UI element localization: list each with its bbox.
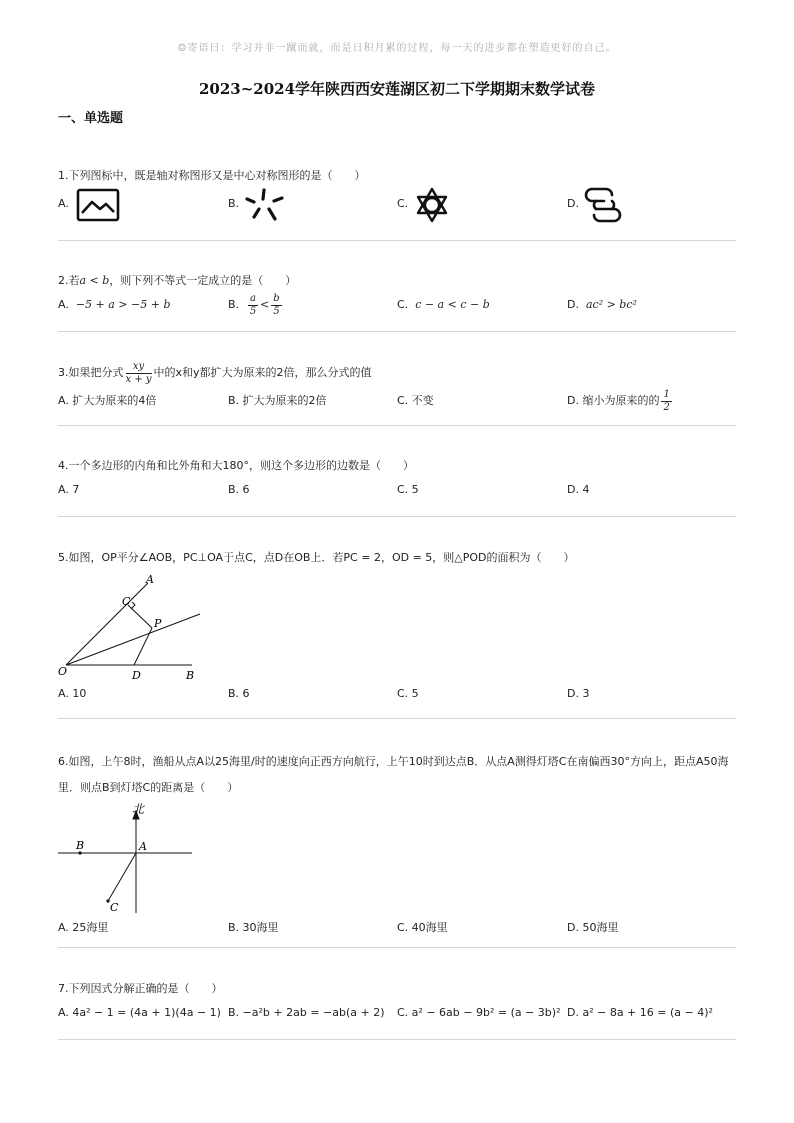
label-B: B — [186, 669, 195, 679]
q3-option-d: D. 缩小为原来的的 $\frac{1}{2}$ — [567, 388, 670, 413]
q4-option-a: A. 7 — [58, 483, 80, 496]
exam-title: 2023~2024学年陕西西安莲湖区初二下学期期末数学试卷 — [198, 80, 596, 98]
question-2 — [58, 270, 738, 322]
q1-option-a-label: A. — [58, 197, 69, 210]
angle-bisector-figure — [58, 569, 208, 679]
label-O: O — [58, 665, 68, 678]
q6-option-d: D. 50海里 — [567, 921, 619, 934]
q4-option-d: D. 4 — [567, 483, 590, 496]
link-chain-icon — [582, 187, 626, 223]
question-1-stem: 1.下列图标中，既是轴对称图形又是中心对称图形的是（ ） — [58, 169, 366, 182]
q7-option-b: B. −a²b + 2ab = −ab(a + 2) — [228, 1006, 385, 1019]
question-7-stem: 7.下列因式分解正确的是（ ） — [58, 982, 223, 995]
divider — [58, 240, 736, 241]
label-north: 北 — [132, 803, 145, 816]
q5-option-b: B. 6 — [228, 687, 250, 700]
q6-option-b: B. 30海里 — [228, 921, 279, 934]
label-B: B — [76, 839, 85, 852]
q5-option-a: A. 10 — [58, 687, 87, 700]
section-heading: 一、单选题 — [58, 111, 124, 126]
question-4-stem: 4.一个多边形的内角和比外角和大180°，则这个多边形的边数是（ ） — [58, 459, 414, 472]
label-C: C — [122, 595, 131, 608]
label-P: P — [154, 617, 162, 630]
q5-option-c: C. 5 — [397, 687, 419, 700]
q7-option-d: D. a² − 8a + 16 = (a − 4)² — [567, 1006, 713, 1019]
q3-option-b: B. 扩大为原来的2倍 — [228, 394, 327, 407]
hexagram-ring-icon — [412, 187, 452, 223]
q3-option-a: A. 扩大为原来的4倍 — [58, 394, 157, 407]
divider — [58, 718, 736, 719]
q3-option-c: C. 不变 — [397, 394, 434, 407]
divider — [58, 425, 736, 426]
question-5 — [58, 547, 738, 707]
question-1 — [58, 165, 738, 223]
q4-option-b: B. 6 — [228, 483, 250, 496]
question-2-stem: 2.若a < b，则下列不等式一定成立的是（ ） — [58, 274, 297, 287]
label-C: C — [110, 901, 119, 914]
q1-option-d-label: D. — [567, 197, 579, 210]
q2-option-d: D. ac² > bc² — [567, 298, 637, 311]
question-5-stem: 5.如图，OP平分∠AOB，PC⊥OA于点C，点D在OB上．若PC = 2，OD = 5，则△POD的面积为（ ） — [58, 551, 575, 564]
q6-option-c: C. 40海里 — [397, 921, 448, 934]
q2-option-c: C. c − a < c − b — [397, 298, 490, 311]
image-icon — [76, 187, 120, 223]
q2-option-a: A. −5 + a > −5 + b — [58, 298, 171, 311]
question-3 — [58, 358, 738, 418]
header-motto: ☺寄语曰：学习并非一蹴而就，而是日积月累的过程，每一天的进步都在塑造更好的自己。 — [177, 43, 617, 54]
q7-option-a: A. 4a² − 1 = (4a + 1)(4a − 1) — [58, 1006, 221, 1019]
q1-option-b-label: B. — [228, 197, 240, 210]
q7-option-c: C. a² − 6ab − 9b² = (a − 3b)² — [397, 1006, 561, 1019]
question-7 — [58, 978, 738, 1030]
direction-figure — [58, 803, 198, 915]
question-3-stem: 3.如果把分式 $\frac{xy}{x + y}$ 中的x和y都扩大为原来的2倍，那么分式的值 — [58, 360, 372, 385]
divider — [58, 1039, 736, 1040]
label-A: A — [146, 573, 154, 586]
q1-option-c-label: C. — [397, 197, 409, 210]
q2-option-b: B. $\frac{a}{5}$ < $\frac{b}{5}$ — [228, 292, 280, 317]
question-6 — [58, 749, 738, 941]
q6-option-a: A. 25海里 — [58, 921, 109, 934]
question-6-stem: 6.如图，上午8时，渔船从点A以25海里/时的速度向正西方向航行，上午10时到达点B．从点A测得灯塔C在南偏西30°方向上，距点A50海里．则点B到灯塔C的距离是（ ） — [58, 755, 729, 794]
divider — [58, 331, 736, 332]
label-D: D — [132, 669, 141, 679]
divider — [58, 947, 736, 948]
sparkle-burst-icon — [242, 187, 286, 223]
label-A: A — [139, 840, 147, 853]
question-4 — [58, 455, 738, 503]
q4-option-c: C. 5 — [397, 483, 419, 496]
q5-option-d: D. 3 — [567, 687, 590, 700]
divider — [58, 516, 736, 517]
